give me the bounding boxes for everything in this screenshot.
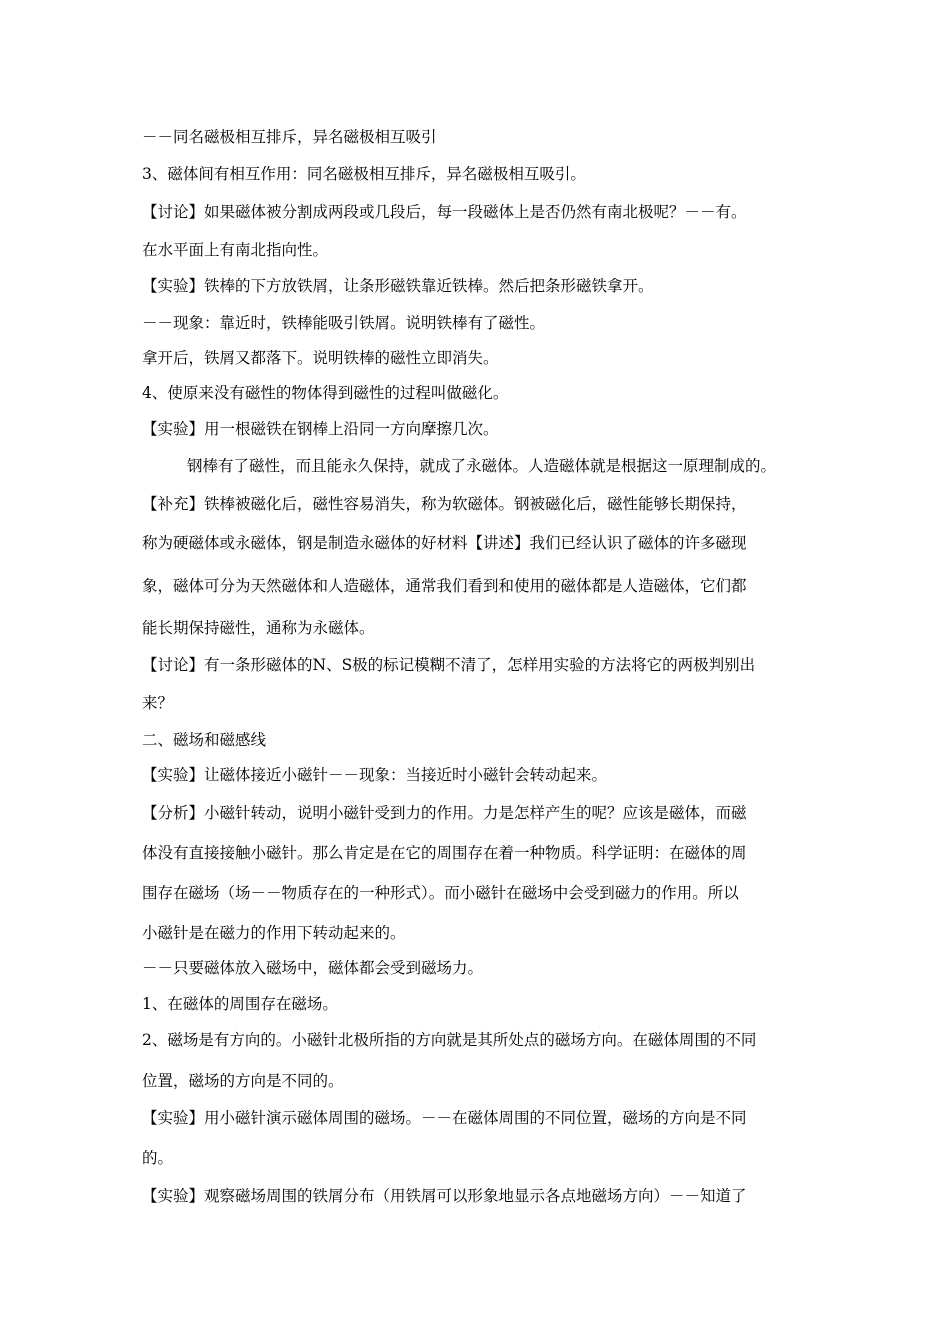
text-line: 【分析】小磁针转动，说明小磁针受到力的作用。力是怎样产生的呢？应该是磁体，而磁 xyxy=(142,804,747,822)
text-line: 【实验】用小磁针演示磁体周围的磁场。－－在磁体周围的不同位置，磁场的方向是不同 xyxy=(142,1109,747,1127)
text-line: －－现象：靠近时，铁棒能吸引铁屑。说明铁棒有了磁性。 xyxy=(142,314,546,332)
text-line: 【讨论】有一条形磁体的N、S极的标记模糊不清了，怎样用实验的方法将它的两极判别出 xyxy=(142,656,756,674)
text-line: 【实验】观察磁场周围的铁屑分布（用铁屑可以形象地显示各点地磁场方向）－－知道了 xyxy=(142,1187,747,1205)
text-line: 位置，磁场的方向是不同的。 xyxy=(142,1072,344,1090)
text-line: 象，磁体可分为天然磁体和人造磁体，通常我们看到和使用的磁体都是人造磁体，它们都 xyxy=(142,577,747,595)
text-line: 【讨论】如果磁体被分割成两段或几段后，每一段磁体上是否仍然有南北极呢？－－有。 xyxy=(142,203,747,221)
text-line: 【补充】铁棒被磁化后，磁性容易消失，称为软磁体。钢被磁化后，磁性能够长期保持， xyxy=(142,495,747,513)
text-line: 拿开后，铁屑又都落下。说明铁棒的磁性立即消失。 xyxy=(142,349,499,367)
text-line: 2、磁场是有方向的。小磁针北极所指的方向就是其所处点的磁场方向。在磁体周围的不同 xyxy=(142,1031,757,1049)
text-line: 钢棒有了磁性，而且能永久保持，就成了永磁体。人造磁体就是根据这一原理制成的。 xyxy=(187,457,777,475)
text-line: 4、使原来没有磁性的物体得到磁性的过程叫做磁化。 xyxy=(142,384,509,402)
text-line: 称为硬磁体或永磁体，钢是制造永磁体的好材料【讲述】我们已经认识了磁体的许多磁现 xyxy=(142,534,747,552)
section-heading: 二、磁场和磁感线 xyxy=(142,731,267,749)
text-line: 小磁针是在磁力的作用下转动起来的。 xyxy=(142,924,406,942)
text-line: 的。 xyxy=(142,1149,174,1167)
text-line: －－只要磁体放入磁场中，磁体都会受到磁场力。 xyxy=(142,959,484,977)
text-line: 1、在磁体的周围存在磁场。 xyxy=(142,995,338,1013)
text-line: 【实验】用一根磁铁在钢棒上沿同一方向摩擦几次。 xyxy=(142,420,499,438)
text-line: 【实验】铁棒的下方放铁屑，让条形磁铁靠近铁棒。然后把条形磁铁拿开。 xyxy=(142,277,654,295)
text-line: 来？ xyxy=(142,694,174,712)
text-line: 围存在磁场（场－－物质存在的一种形式）。而小磁针在磁场中会受到磁力的作用。所以 xyxy=(142,884,739,902)
text-line: －－同名磁极相互排斥，异名磁极相互吸引 xyxy=(142,128,437,146)
text-line: 【实验】让磁体接近小磁针－－现象：当接近时小磁针会转动起来。 xyxy=(142,766,608,784)
text-line: 能长期保持磁性，通称为永磁体。 xyxy=(142,619,375,637)
text-line: 3、磁体间有相互作用：同名磁极相互排斥，异名磁极相互吸引。 xyxy=(142,165,586,183)
text-line: 在水平面上有南北指向性。 xyxy=(142,241,329,259)
text-line: 体没有直接接触小磁针。那么肯定是在它的周围存在着一种物质。科学证明：在磁体的周 xyxy=(142,844,747,862)
